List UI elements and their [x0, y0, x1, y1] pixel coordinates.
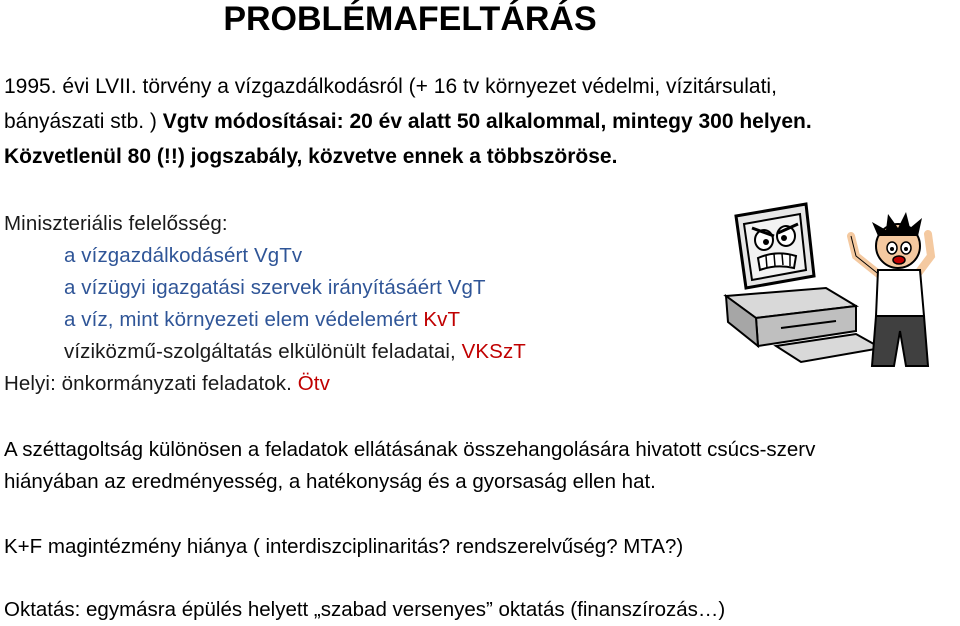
ministry-item-vkszt-text: víziközmű-szolgáltatás elkülönült feladatai, [64, 340, 462, 363]
ministry-local-text: Helyi: önkormányzati feladatok. [4, 372, 298, 395]
ministry-code-kvt: KvT [423, 308, 461, 331]
ministry-local [4, 372, 330, 396]
paragraph-3: Oktatás: egymásra épülés helyett „szabad versenyes” oktatás (finanszírozás…) [4, 598, 726, 621]
intro-line-2 [4, 110, 812, 134]
angry-computer-illustration-icon [706, 196, 936, 376]
intro-line-3: Közvetlenül 80 (!!) jogszabály, közvetve ennek a többszöröse. [4, 145, 618, 168]
ministry-code-otv: Ötv [297, 372, 330, 395]
ministry-item-kvt-text: a víz, mint környezeti elem védelemért [64, 308, 424, 331]
page-title: PROBLÉMAFELTÁRÁS [223, 0, 597, 38]
ministry-heading: Miniszteriális felelősség: [4, 212, 228, 235]
paragraph-1-line-2: hiányában az eredményesség, a hatékonyság és a gyorsaság ellen hat. [4, 470, 656, 493]
intro-line-2-bold: Vgtv módosításai: 20 év alatt 50 alkalommal, mintegy 300 helyen. [162, 110, 812, 133]
intro-line-2-plain: bányászati stb. ) [4, 110, 163, 133]
intro-line-1: 1995. évi LVII. törvény a vízgazdálkodásról (+ 16 tv környezet védelmi, vízitársulati, [4, 75, 777, 98]
paragraph-2: K+F magintézmény hiánya ( interdiszciplinaritás? rendszerelvűség? MTA?) [4, 535, 684, 558]
ministry-item-vgt: a vízügyi igazgatási szervek irányításáért VgT [64, 276, 486, 299]
paragraph-1-line-1: A széttagoltság különösen a feladatok ellátásának összehangolására hivatott csúcs-szerv [4, 438, 816, 461]
ministry-item-vkszt [64, 340, 526, 364]
ministry-item-kvt [64, 308, 460, 332]
ministry-code-vkszt: VKSzT [461, 340, 526, 363]
ministry-item-vgtv: a vízgazdálkodásért VgTv [64, 244, 303, 267]
